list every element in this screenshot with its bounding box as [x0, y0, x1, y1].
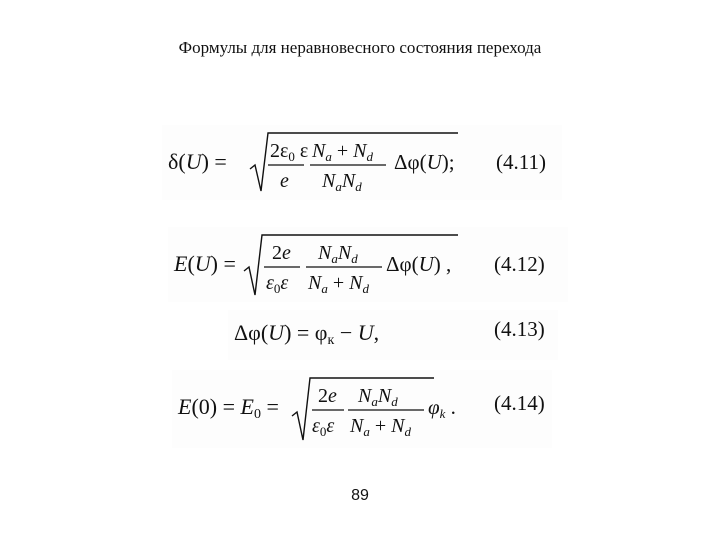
- formula-4-12-tag: (4.12): [494, 252, 545, 276]
- svg-text:NaNd: $N_aN_d$: [318, 242, 358, 266]
- svg-text:Δφ(U);: Δφ(U);: [394, 150, 455, 174]
- svg-text:2e: 2e: [318, 385, 337, 407]
- formula-4-11-lhs: δ(U) =: [168, 149, 227, 174]
- page-number: 89: [351, 487, 369, 504]
- formula-4-13-tag: (4.13): [494, 317, 545, 341]
- svg-text:NaNd: $N_aN_d$: [358, 385, 398, 409]
- svg-text:e: e: [280, 170, 289, 192]
- formula-4-14-tag: (4.14): [494, 391, 545, 415]
- formula-4-12: [168, 227, 568, 302]
- formula-4-14: [172, 370, 552, 448]
- formula-4-14-lhs: E(0) = E0 =: [178, 394, 279, 422]
- svg-text:2ε0 ε: $2\varepsilon_0$ ε: [270, 140, 309, 164]
- formula-4-11-tag: (4.11): [496, 150, 546, 174]
- svg-text:Na + Nd: $N_a + N_d$: [350, 415, 411, 439]
- svg-text:φk .: φk .: [428, 395, 456, 421]
- svg-text:Δφ(U) ,: Δφ(U) ,: [386, 252, 452, 276]
- formula-4-13: [228, 310, 558, 360]
- formula-4-12-lhs: E(U) =: [174, 251, 236, 276]
- svg-text:ε0ε: $\varepsilon_0\varepsilon$: [266, 272, 289, 296]
- formula-4-11: [162, 125, 562, 200]
- svg-text:Na + Nd: $N_a + N_d$: [308, 272, 369, 296]
- page-title: Формулы для неравновесного состояния перехода: [178, 38, 542, 57]
- formula-4-13-expr: Δφ(U) = φк − U,: [234, 320, 380, 348]
- svg-text:NaNd: $N_aN_d$: [322, 170, 362, 194]
- svg-text:ε0ε: $\varepsilon_0\varepsilon$: [312, 415, 335, 439]
- svg-text:2e: 2e: [272, 242, 291, 264]
- svg-text:Na + Nd: $N_a + N_d$: [312, 140, 373, 164]
